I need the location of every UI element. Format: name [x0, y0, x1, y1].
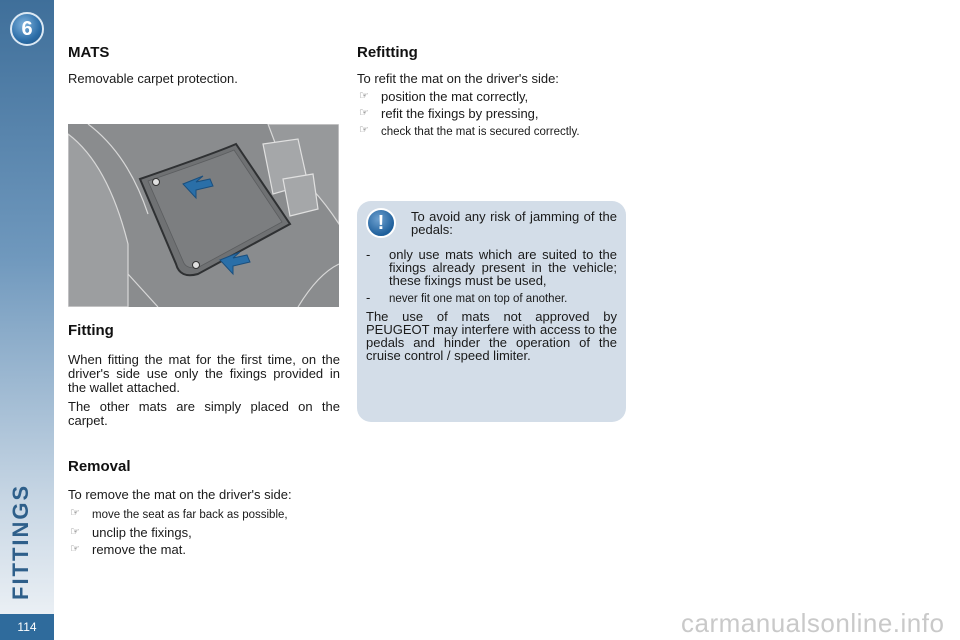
- warning-item: - only use mats which are suited to the fixings already present in the vehicle; these fixings must be used,: [366, 247, 617, 288]
- mat-illustration: [68, 124, 339, 307]
- exclamation-warning-icon: !: [366, 208, 396, 238]
- fitting-paragraph-1: When fitting the mat for the first time, on the driver's side use only the fixings provided in the wallet attached.: [68, 352, 340, 395]
- section-title-vertical: FITTINGS: [8, 483, 33, 600]
- list-item: ☞ refit the fixings by pressing,: [359, 106, 539, 121]
- chapter-number-badge: 6: [10, 12, 44, 46]
- warning-paragraph: The use of mats not approved by PEUGEOT may interfere with access to the pedals and hinder the operation of the cruise control / speed limiter.: [366, 309, 617, 363]
- warning-item: - never fit one mat on top of another.: [366, 290, 568, 305]
- removal-heading: Removal: [68, 458, 131, 475]
- fitting-section: [68, 322, 340, 428]
- pointing-hand-icon: ☞: [359, 90, 369, 102]
- fitting-paragraph-2: The other mats are simply placed on the carpet.: [68, 399, 340, 428]
- removal-steps: [68, 505, 340, 558]
- warning-box: [357, 201, 626, 422]
- pointing-hand-icon: ☞: [70, 507, 80, 519]
- list-item: ☞ move the seat as far back as possible,: [70, 507, 288, 521]
- refitting-section: [357, 44, 627, 141]
- removal-intro: To remove the mat on the driver's side:: [68, 487, 292, 502]
- list-item: ☞ check that the mat is secured correctly.: [359, 124, 580, 138]
- mats-description: Removable carpet protection.: [68, 71, 238, 86]
- mats-heading: MATS: [68, 44, 110, 61]
- warning-body: [366, 248, 617, 362]
- fitting-heading: Fitting: [68, 322, 114, 339]
- watermark: carmanualsonline.info: [681, 608, 945, 638]
- page-number: 114: [0, 614, 54, 640]
- removal-section: [68, 458, 340, 558]
- pointing-hand-icon: ☞: [359, 107, 369, 119]
- pointing-hand-icon: ☞: [359, 124, 369, 136]
- mats-section: [68, 44, 340, 86]
- chapter-sidebar: [0, 0, 54, 640]
- refitting-intro: To refit the mat on the driver's side:: [357, 71, 559, 86]
- warning-heading: To avoid any risk of jamming of the pedals:: [411, 209, 617, 237]
- mat-illustration-drawing: [68, 124, 339, 307]
- pointing-hand-icon: ☞: [70, 526, 80, 538]
- list-item: ☞ position the mat correctly,: [359, 89, 529, 104]
- refitting-heading: Refitting: [357, 44, 418, 61]
- list-item: ☞ remove the mat.: [70, 542, 186, 557]
- refitting-steps: [357, 88, 627, 141]
- list-item: ☞ unclip the fixings,: [70, 525, 192, 540]
- pointing-hand-icon: ☞: [70, 543, 80, 555]
